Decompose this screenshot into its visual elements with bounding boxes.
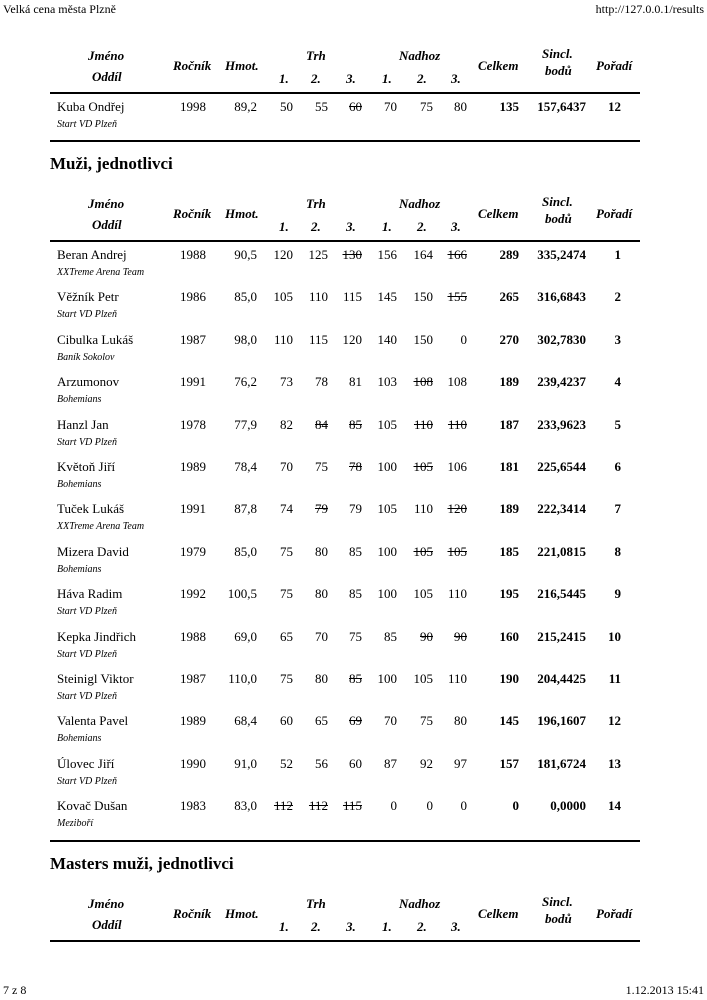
cell-s1: 75: [280, 543, 293, 559]
athlete-club: XXTreme Arena Team: [57, 521, 145, 533]
cell-year: 1983: [180, 798, 206, 814]
cell-s1: 52: [280, 755, 293, 771]
cell-weight: 76,2: [234, 374, 257, 390]
cell-c2: 150: [413, 289, 433, 305]
col-sinclair: Sincl.: [542, 894, 573, 909]
col-club: Oddíl: [92, 217, 122, 232]
athlete-name: Steinigl Viktor: [57, 671, 134, 686]
cell-year: 1991: [180, 501, 206, 517]
cell-total: 187: [499, 416, 519, 432]
cell-sinclair: 222,3414: [537, 501, 586, 517]
cell-sinclair: 181,6724: [537, 755, 586, 771]
cell-s3: 79: [349, 501, 362, 517]
cell-rank: 13: [608, 755, 621, 771]
cell-c3: 0: [460, 331, 467, 347]
cell-year: 1989: [180, 713, 206, 729]
athlete-club: Meziboří: [57, 818, 94, 830]
cell-c2: 105: [413, 543, 433, 559]
cell-c1: 145: [377, 289, 397, 305]
athlete-name: Věžník Petr: [57, 289, 119, 305]
athlete-club: Start VD Plzeň: [57, 775, 117, 787]
cell-year: 1992: [180, 586, 206, 602]
cell-rank: 11: [608, 671, 621, 686]
col-year: Ročník: [173, 206, 212, 221]
cell-c2: 90: [420, 628, 433, 644]
col-s3: 3.: [346, 219, 356, 234]
cell-s1: 82: [280, 416, 293, 432]
table-row: [50, 456, 640, 498]
cell-s3: 115: [342, 289, 362, 305]
cell-s3: 115: [342, 798, 362, 814]
cell-c2: 105: [413, 586, 433, 602]
cell-s1: 110: [273, 331, 293, 347]
cell-s2: 56: [315, 755, 328, 771]
table-bottom-rule: [50, 840, 640, 842]
col-c1: 1.: [382, 71, 392, 86]
table-bottom-rule: [50, 140, 640, 142]
col-s2: 2.: [311, 919, 321, 934]
print-header-title: Velká cena města Plzně: [3, 2, 116, 16]
cell-sinclair: 215,2415: [537, 628, 586, 644]
cell-sinclair: 157,6437: [537, 99, 586, 114]
table-row: [50, 583, 640, 625]
cell-c1: 85: [384, 628, 397, 644]
cell-s2: 55: [315, 99, 328, 114]
cell-weight: 68,4: [234, 713, 257, 729]
cell-s1: 74: [280, 501, 293, 517]
athlete-club: Start VD Plzeň: [57, 691, 117, 702]
cell-weight: 110,0: [228, 671, 257, 686]
cell-total: 195: [499, 586, 519, 602]
cell-rank: 9: [614, 586, 621, 602]
cell-weight: 83,0: [234, 798, 257, 814]
col-name: Jméno: [88, 896, 125, 911]
cell-total: 181: [499, 459, 519, 474]
cell-s1: 65: [280, 628, 293, 644]
cell-c3: 110: [447, 586, 467, 602]
cell-c1: 156: [377, 247, 397, 262]
cell-s2: 70: [315, 628, 328, 644]
col-weight: Hmot.: [225, 206, 259, 221]
athlete-club: Start VD Plzeň: [57, 309, 117, 321]
athlete-club: Start VD Plzeň: [57, 119, 117, 130]
col-rank: Pořadí: [596, 58, 633, 73]
cell-weight: 77,9: [234, 416, 257, 432]
table-row: [50, 96, 640, 138]
athlete-name: Kepka Jindřich: [57, 628, 137, 644]
athlete-name: Kovač Dušan: [57, 798, 128, 814]
table-row: [50, 626, 640, 668]
cell-year: 1987: [180, 671, 206, 686]
col-c3: 3.: [451, 919, 461, 934]
header-rule: [50, 92, 640, 94]
cell-c1: 105: [377, 501, 397, 517]
table-row: [50, 753, 640, 795]
cell-c1: 100: [377, 586, 397, 602]
athlete-club: Bohemians: [57, 563, 102, 575]
table-row: [50, 371, 640, 413]
athlete-club: Bohemians: [57, 394, 102, 406]
cell-s3: 85: [349, 543, 362, 559]
cell-s1: 105: [273, 289, 293, 305]
cell-total: 157: [499, 755, 519, 771]
cell-s2: 80: [315, 543, 328, 559]
cell-c2: 0: [426, 798, 433, 814]
cell-sinclair: 239,4237: [537, 374, 586, 390]
cell-sinclair: 204,4425: [537, 671, 586, 686]
col-sinclair-unit: bodů: [545, 63, 572, 78]
col-snatch: Trh: [306, 896, 326, 911]
cell-s3: 85: [349, 586, 362, 602]
cell-year: 1989: [180, 459, 206, 474]
col-year: Ročník: [173, 906, 212, 921]
col-s2: 2.: [311, 71, 321, 86]
cell-c3: 105: [447, 543, 467, 559]
col-s3: 3.: [346, 71, 356, 86]
athlete-club: Start VD Plzeň: [57, 648, 117, 660]
results-table-masters: [50, 892, 640, 940]
cell-c3: 155: [447, 289, 467, 305]
col-weight: Hmot.: [225, 58, 259, 73]
cell-year: 1998: [180, 99, 206, 114]
col-c3: 3.: [451, 71, 461, 86]
cell-c3: 90: [454, 628, 467, 644]
cell-rank: 8: [614, 543, 621, 559]
athlete-club: Bohemians: [57, 733, 102, 745]
athlete-name: Háva Radim: [57, 586, 123, 602]
athlete-name: Tuček Lukáš: [57, 501, 125, 517]
cell-s3: 60: [349, 755, 362, 771]
athlete-name: Cibulka Lukáš: [57, 331, 134, 347]
cell-total: 189: [499, 374, 519, 390]
cell-s2: 115: [308, 331, 328, 347]
table-header: [50, 44, 640, 92]
cell-c3: 80: [454, 713, 467, 729]
cell-year: 1990: [180, 755, 206, 771]
cell-rank: 12: [608, 713, 621, 729]
cell-c2: 150: [413, 331, 433, 347]
cell-total: 160: [499, 628, 519, 644]
table-row: [50, 668, 640, 710]
cell-c1: 103: [377, 374, 397, 390]
cell-rank: 10: [608, 628, 621, 644]
col-name: Jméno: [88, 196, 125, 211]
cell-rank: 4: [614, 374, 621, 390]
col-club: Oddíl: [92, 917, 122, 932]
col-c1: 1.: [382, 219, 392, 234]
col-total: Celkem: [478, 58, 519, 73]
cell-s3: 60: [349, 99, 362, 114]
cell-sinclair: 221,0815: [537, 543, 586, 559]
athlete-name: Kuba Ondřej: [57, 99, 125, 114]
cell-s3: 69: [349, 713, 362, 729]
cell-sinclair: 316,6843: [537, 289, 586, 305]
col-year: Ročník: [173, 58, 212, 73]
cell-weight: 85,0: [234, 543, 257, 559]
cell-s2: 84: [315, 416, 328, 432]
col-sinclair: Sincl.: [542, 194, 573, 209]
col-s1: 1.: [279, 919, 289, 934]
cell-c1: 87: [384, 755, 397, 771]
col-s3: 3.: [346, 919, 356, 934]
cell-c2: 164: [413, 247, 433, 262]
cell-weight: 87,8: [234, 501, 257, 517]
cell-weight: 89,2: [234, 99, 257, 114]
cell-weight: 91,0: [234, 755, 257, 771]
cell-year: 1979: [180, 543, 206, 559]
col-total: Celkem: [478, 206, 519, 221]
cell-c2: 75: [420, 99, 433, 114]
results-table-men: [50, 192, 640, 830]
cell-c2: 105: [413, 671, 433, 686]
cell-year: 1987: [180, 331, 206, 347]
table-row: [50, 541, 640, 583]
col-c2: 2.: [417, 919, 427, 934]
section-title-men: Muži, jednotlivci: [50, 154, 173, 173]
athlete-club: Start VD Plzeň: [57, 606, 117, 618]
table-row: [50, 414, 640, 456]
cell-year: 1988: [180, 628, 206, 644]
cell-s2: 80: [315, 586, 328, 602]
cell-s1: 50: [280, 99, 293, 114]
athlete-club: Bohemians: [57, 479, 102, 490]
cell-total: 265: [499, 289, 519, 305]
cell-year: 1978: [180, 416, 206, 432]
cell-rank: 12: [608, 99, 621, 114]
print-footer-date: 1.12.2013 15:41: [625, 983, 704, 997]
col-total: Celkem: [478, 906, 519, 921]
athlete-name: Beran Andrej: [57, 247, 127, 262]
cell-s3: 120: [342, 331, 362, 347]
cell-c1: 70: [384, 99, 397, 114]
col-rank: Pořadí: [596, 906, 633, 921]
col-name: Jméno: [88, 48, 125, 63]
cell-year: 1986: [180, 289, 206, 305]
cell-weight: 69,0: [234, 628, 257, 644]
cell-weight: 90,5: [234, 247, 257, 262]
header-rule: [50, 940, 640, 942]
cell-weight: 78,4: [234, 459, 257, 474]
cell-s2: 65: [315, 713, 328, 729]
col-c2: 2.: [417, 219, 427, 234]
athlete-name: Mizera David: [57, 543, 129, 559]
col-s1: 1.: [279, 219, 289, 234]
cell-rank: 7: [614, 501, 621, 517]
col-sinclair-unit: bodů: [545, 911, 572, 926]
table-row: [50, 329, 640, 371]
cell-total: 185: [499, 543, 519, 559]
cell-sinclair: 335,2474: [537, 247, 586, 262]
cell-c3: 166: [447, 247, 467, 262]
table-header: [50, 892, 640, 940]
cell-weight: 85,0: [234, 289, 257, 305]
col-rank: Pořadí: [596, 206, 633, 221]
cell-c3: 0: [460, 798, 467, 814]
athlete-club: Baník Sokolov: [57, 351, 115, 363]
cell-s2: 79: [315, 501, 328, 517]
cell-rank: 1: [614, 247, 621, 262]
cell-c2: 110: [413, 416, 433, 432]
cell-s2: 80: [315, 671, 328, 686]
cell-rank: 6: [614, 459, 621, 474]
cell-s2: 110: [308, 289, 328, 305]
athlete-name: Květoň Jiří: [57, 459, 116, 474]
cell-c1: 100: [377, 543, 397, 559]
cell-c2: 105: [413, 459, 433, 474]
cell-s3: 78: [349, 459, 362, 474]
cell-total: 190: [499, 671, 519, 686]
cell-c2: 108: [413, 374, 433, 390]
cell-sinclair: 233,9623: [537, 416, 586, 432]
table-row: [50, 795, 640, 837]
cell-s1: 75: [280, 586, 293, 602]
cell-year: 1988: [180, 247, 206, 262]
cell-c2: 75: [420, 713, 433, 729]
athlete-name: Hanzl Jan: [57, 416, 109, 432]
table-row: [50, 286, 640, 328]
table-header: [50, 192, 640, 240]
cell-total: 289: [499, 247, 519, 262]
table-row: [50, 498, 640, 540]
cell-c1: 100: [377, 671, 397, 686]
col-weight: Hmot.: [225, 906, 259, 921]
cell-s1: 73: [280, 374, 293, 390]
cell-sinclair: 225,6544: [537, 459, 586, 474]
col-cj: Nadhoz: [399, 896, 441, 911]
cell-weight: 98,0: [234, 331, 257, 347]
cell-s1: 60: [280, 713, 293, 729]
col-club: Oddíl: [92, 69, 122, 84]
cell-s1: 112: [273, 798, 293, 814]
cell-total: 135: [499, 99, 519, 114]
athlete-name: Arzumonov: [57, 374, 120, 390]
athlete-name: Valenta Pavel: [57, 713, 129, 729]
cell-c3: 110: [447, 671, 467, 686]
athlete-name: Úlovec Jiří: [57, 755, 115, 771]
cell-sinclair: 0,0000: [550, 798, 586, 814]
cell-total: 270: [499, 331, 519, 347]
cell-s3: 130: [342, 247, 362, 262]
cell-s3: 81: [349, 374, 362, 390]
cell-total: 189: [499, 501, 519, 517]
cell-s3: 85: [349, 671, 362, 686]
col-s2: 2.: [311, 219, 321, 234]
cell-c3: 80: [454, 99, 467, 114]
cell-c3: 106: [447, 459, 467, 474]
cell-c3: 108: [447, 374, 467, 390]
col-cj: Nadhoz: [399, 48, 441, 63]
col-c1: 1.: [382, 919, 392, 934]
cell-weight: 100,5: [227, 586, 257, 602]
cell-rank: 5: [614, 416, 621, 432]
athlete-club: XXTreme Arena Team: [57, 267, 145, 278]
cell-s2: 78: [315, 374, 328, 390]
cell-c3: 97: [454, 755, 467, 771]
col-c3: 3.: [451, 219, 461, 234]
cell-sinclair: 216,5445: [537, 586, 586, 602]
results-table-previous: [50, 44, 640, 130]
table-row: [50, 710, 640, 752]
cell-c3: 120: [447, 501, 467, 517]
col-s1: 1.: [279, 71, 289, 86]
cell-s3: 75: [349, 628, 362, 644]
cell-c2: 92: [420, 755, 433, 771]
col-snatch: Trh: [306, 48, 326, 63]
cell-rank: 2: [614, 289, 621, 305]
cell-s2: 75: [315, 459, 328, 474]
cell-s2: 125: [308, 247, 328, 262]
cell-s3: 85: [349, 416, 362, 432]
cell-c1: 70: [384, 713, 397, 729]
cell-c1: 100: [377, 459, 397, 474]
cell-rank: 14: [608, 798, 621, 814]
cell-s2: 112: [308, 798, 328, 814]
cell-sinclair: 302,7830: [537, 331, 586, 347]
cell-c1: 0: [390, 798, 397, 814]
cell-rank: 3: [614, 331, 621, 347]
cell-total: 145: [499, 713, 519, 729]
col-c2: 2.: [417, 71, 427, 86]
cell-year: 1991: [180, 374, 206, 390]
cell-c1: 105: [377, 416, 397, 432]
col-cj: Nadhoz: [399, 196, 441, 211]
cell-sinclair: 196,1607: [537, 713, 586, 729]
cell-c2: 110: [413, 501, 433, 517]
cell-c3: 110: [447, 416, 467, 432]
col-sinclair: Sincl.: [542, 46, 573, 61]
athlete-club: Start VD Plzeň: [57, 436, 117, 448]
cell-s1: 75: [280, 671, 293, 686]
print-footer-page: 7 z 8: [3, 983, 27, 997]
cell-s1: 70: [280, 459, 293, 474]
cell-total: 0: [512, 798, 519, 814]
cell-c1: 140: [377, 331, 397, 347]
table-row: [50, 244, 640, 286]
header-rule: [50, 240, 640, 242]
cell-s1: 120: [273, 247, 293, 262]
col-snatch: Trh: [306, 196, 326, 211]
print-header-url: http://127.0.0.1/results: [595, 2, 704, 16]
col-sinclair-unit: bodů: [545, 211, 572, 226]
section-title-masters: Masters muži, jednotlivci: [50, 854, 234, 873]
